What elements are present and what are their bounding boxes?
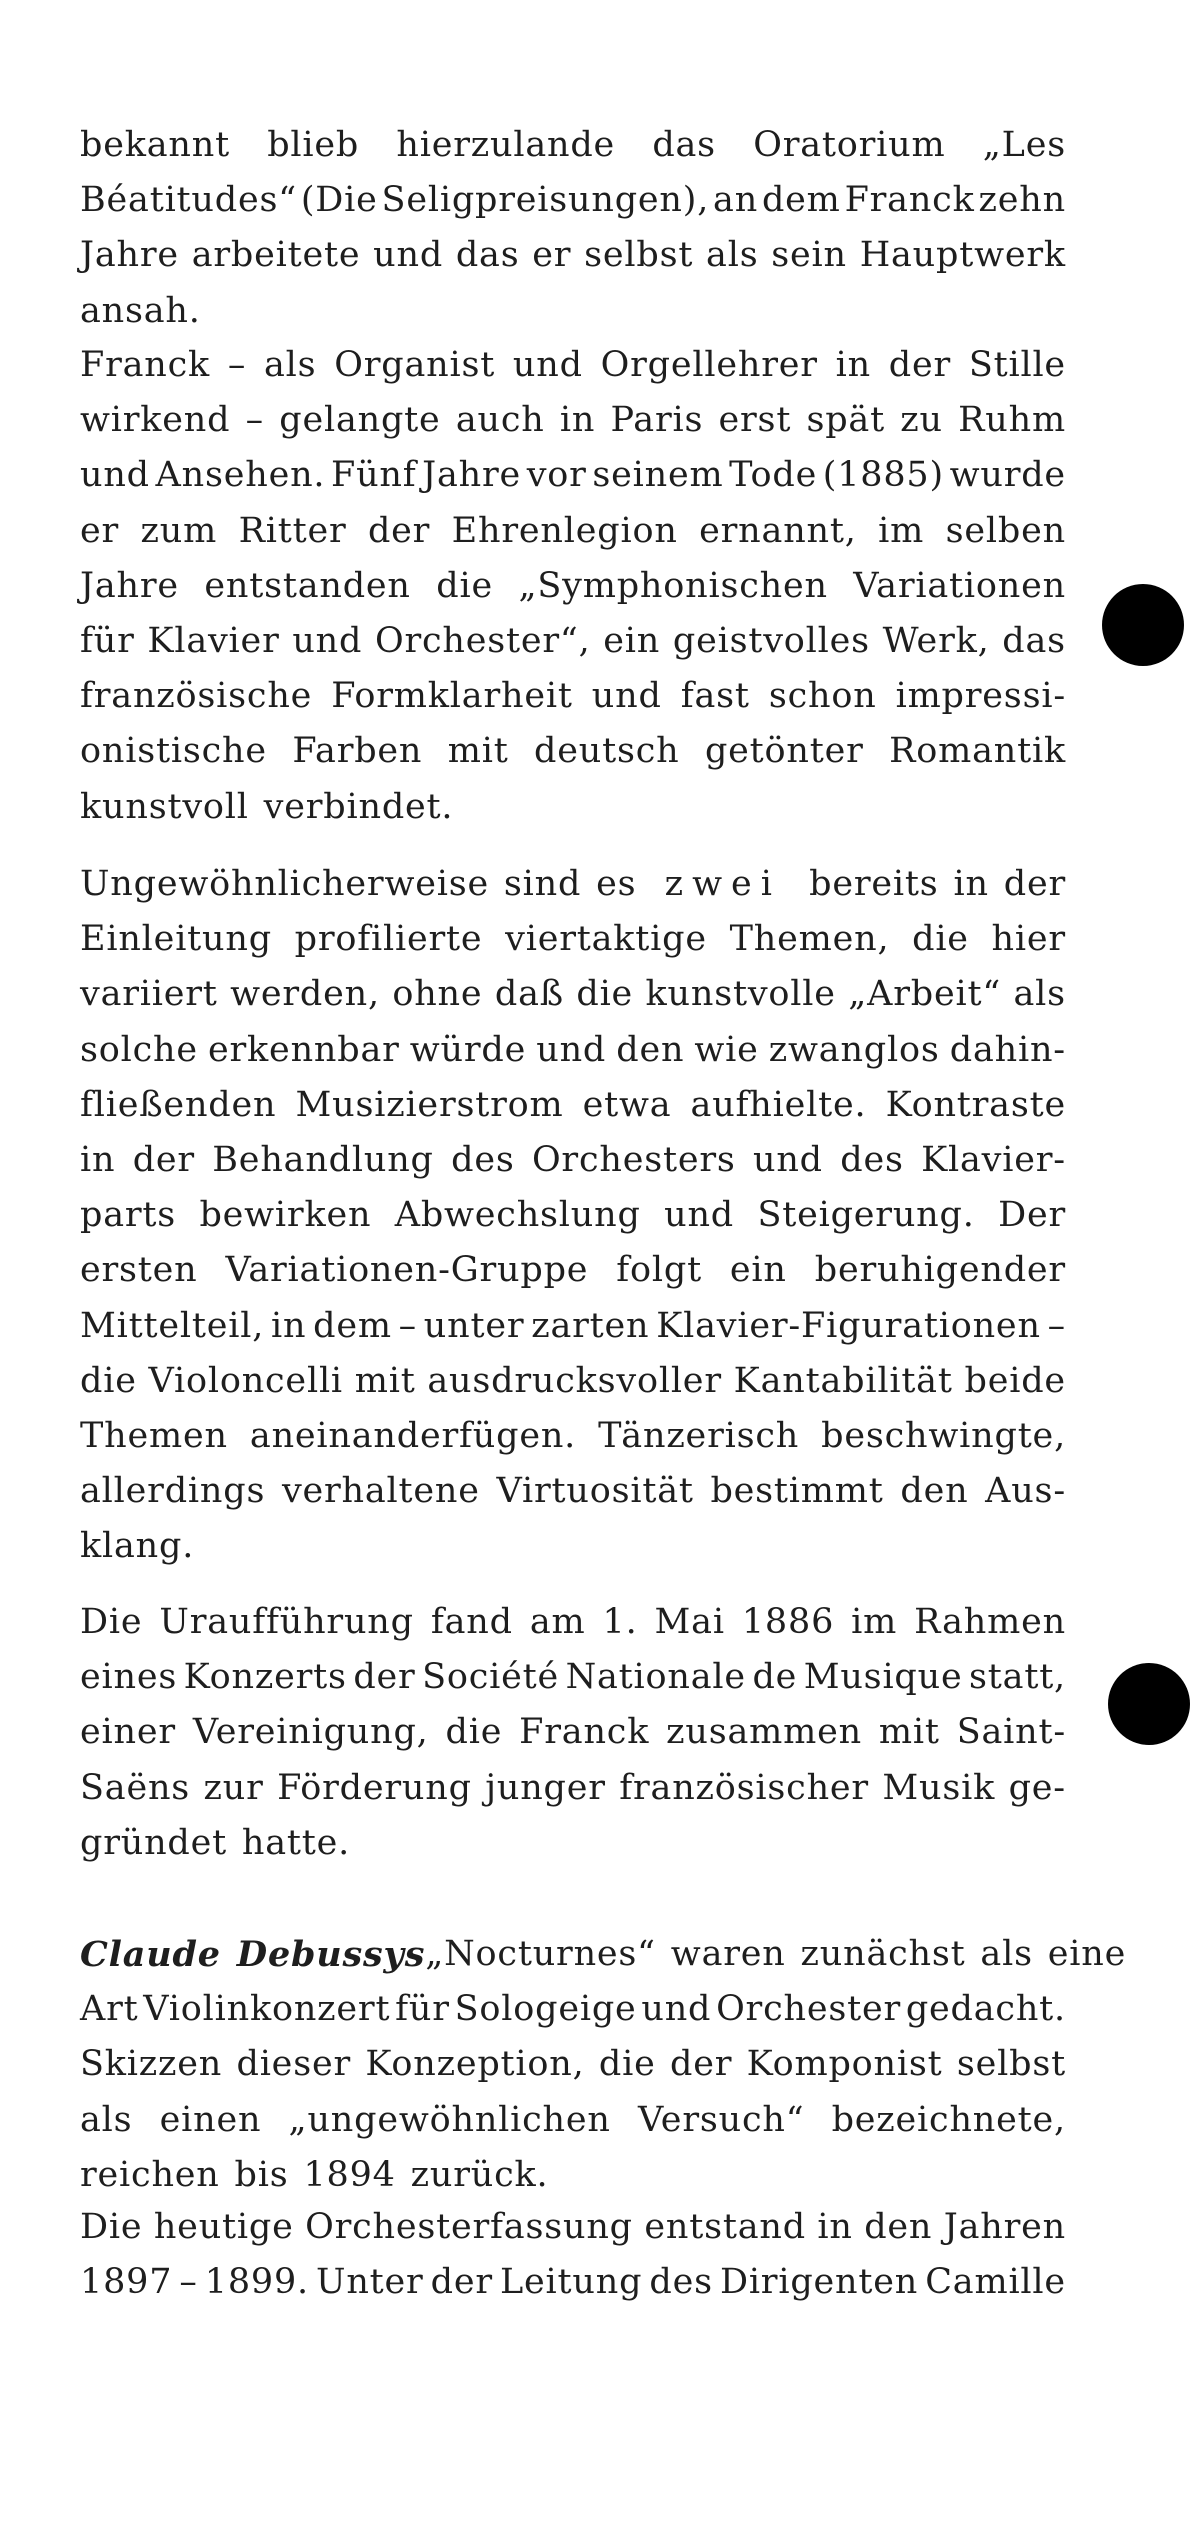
- word: der: [353, 1657, 416, 1698]
- text-line: [80, 669, 1066, 724]
- word: Orchester“,: [374, 620, 591, 661]
- word: Kantabilität: [733, 1360, 953, 1401]
- word: beide: [964, 1360, 1066, 1401]
- word: in: [835, 345, 871, 385]
- word: die: [436, 565, 493, 606]
- composer-name: Claude Debussys: [80, 1934, 426, 1975]
- text-line: [80, 1650, 1066, 1705]
- word: aufhielte.: [690, 1084, 867, 1125]
- word: dahin-: [949, 1029, 1066, 1070]
- word: ein: [603, 620, 661, 661]
- text-segment: „Nocturnes“ waren zunächst als eine: [425, 1934, 1127, 1974]
- word: sein: [771, 235, 847, 276]
- word: im: [851, 1602, 898, 1642]
- word: 1.: [602, 1602, 638, 1642]
- word: solche: [80, 1029, 198, 1070]
- word: ausdrucksvoller: [427, 1360, 722, 1401]
- word: Komponist: [746, 2044, 943, 2085]
- word: impressi-: [895, 676, 1066, 717]
- word: kunstvolle: [645, 974, 836, 1015]
- word: fast: [680, 676, 750, 717]
- word: Steigerung.: [757, 1195, 975, 1236]
- word: Dirigenten: [719, 2262, 919, 2303]
- word: Variationen: [853, 565, 1066, 606]
- text-line: [80, 724, 1066, 779]
- text-line: [80, 1299, 1066, 1354]
- text-line: [80, 1188, 1066, 1243]
- word: Unter: [316, 2262, 424, 2303]
- word: schon: [768, 676, 877, 717]
- word: parts: [80, 1195, 177, 1236]
- word: ge-: [1008, 1767, 1066, 1808]
- text-line: [80, 1354, 1066, 1409]
- word: der: [670, 2044, 733, 2085]
- word: Aus-: [985, 1471, 1066, 1512]
- word: dem: [313, 1305, 392, 1346]
- word: heutige: [153, 2207, 294, 2247]
- paragraph-oratorium: [80, 118, 1066, 339]
- word: allerdings: [80, 1471, 266, 1512]
- word: ersten: [80, 1250, 198, 1291]
- word: Oratorium: [753, 125, 946, 165]
- word: wirkend: [80, 400, 231, 441]
- word: Franck: [519, 1712, 650, 1753]
- text-line: [80, 504, 1066, 559]
- text-line: [80, 118, 1066, 173]
- word: wurde: [949, 455, 1066, 496]
- word: gedacht.: [905, 1989, 1066, 2030]
- word: verhaltene: [281, 1471, 480, 1512]
- word: Musizierstrom: [295, 1084, 564, 1125]
- word: in: [817, 2207, 853, 2247]
- word: getönter: [704, 731, 864, 772]
- word: –: [245, 400, 264, 441]
- word: Franck: [844, 180, 975, 221]
- text-line: [80, 559, 1066, 614]
- word: französischer: [619, 1767, 869, 1808]
- word: Formklarheit: [331, 676, 573, 717]
- word: „Arbeit“: [848, 974, 1002, 1015]
- word: und: [512, 345, 583, 385]
- word: Förderung: [277, 1767, 472, 1808]
- word: seinem: [592, 455, 724, 496]
- word: Sologeige: [454, 1989, 637, 2030]
- word: Behandlung: [212, 1139, 434, 1180]
- word: entstanden: [204, 565, 411, 606]
- word: Themen: [80, 1415, 228, 1456]
- word: Jahre: [80, 235, 179, 276]
- word: und: [641, 1989, 712, 2030]
- word: Tode: [729, 455, 818, 496]
- text-line: [80, 2037, 1066, 2092]
- word: fließenden: [80, 1084, 277, 1125]
- text-line: [80, 2093, 1066, 2148]
- word: 1899.: [204, 2262, 309, 2303]
- word: Franck: [80, 345, 211, 385]
- word: „Les: [982, 125, 1066, 165]
- word: 1886: [741, 1602, 835, 1642]
- word: im: [878, 510, 925, 551]
- word: Camille: [925, 2262, 1066, 2303]
- word: und: [591, 676, 662, 717]
- word: des: [451, 1139, 515, 1180]
- word: Vereinigung,: [192, 1712, 429, 1753]
- word: Rahmen: [914, 1602, 1066, 1642]
- word: das: [455, 235, 520, 276]
- text-line: kunstvoll verbindet.: [80, 786, 454, 827]
- text-line: klang.: [80, 1526, 195, 1567]
- word: (1885): [822, 455, 944, 496]
- text-line: [80, 912, 1066, 967]
- emphasis-spaced-word: zwei: [664, 864, 781, 904]
- word: der: [888, 345, 951, 385]
- word: Violoncelli: [148, 1360, 343, 1401]
- word: Ehrenlegion: [451, 510, 678, 551]
- text-line: [80, 1982, 1066, 2037]
- word: in: [559, 400, 596, 441]
- word: Die: [80, 1602, 143, 1642]
- word: Saint-: [956, 1712, 1066, 1753]
- word: –: [227, 345, 247, 385]
- word: bekannt: [80, 125, 230, 165]
- word: Musik: [882, 1767, 996, 1808]
- word: profilierte: [294, 919, 483, 960]
- word: den: [616, 1029, 685, 1070]
- word: junger: [485, 1767, 606, 1808]
- word: zusammen: [666, 1712, 862, 1753]
- word: Nationale: [565, 1657, 746, 1698]
- word: des: [840, 1139, 904, 1180]
- word: selbst: [956, 2044, 1066, 2085]
- word: unter: [423, 1305, 525, 1346]
- word: bestimmt: [710, 1471, 884, 1512]
- word: Kontraste: [885, 1084, 1066, 1125]
- word: Orchester: [716, 1989, 902, 2030]
- text-line: [80, 1464, 1066, 1519]
- text-line: [80, 1243, 1066, 1298]
- word: Uraufführung: [159, 1602, 414, 1642]
- text-segment: bereits in der: [809, 864, 1066, 904]
- word: und: [292, 620, 363, 661]
- word: erst: [718, 400, 792, 441]
- word: Die: [80, 2207, 143, 2247]
- word: blieb: [267, 125, 360, 165]
- word: als: [1013, 974, 1066, 1015]
- paragraph-premiere: [80, 1595, 1066, 1871]
- text-line: [80, 1133, 1066, 1188]
- word: „Symphonischen: [518, 565, 828, 606]
- word: wie: [694, 1029, 759, 1070]
- word: aneinanderfügen.: [249, 1415, 577, 1456]
- word: geistvolles: [672, 620, 870, 661]
- word: etwa: [582, 1084, 672, 1125]
- paragraph-franck-biography: [80, 338, 1066, 835]
- text-line: [80, 1927, 1127, 1982]
- word: Orgellehrer: [600, 345, 818, 385]
- word: Farben: [292, 731, 423, 772]
- word: Organist: [334, 345, 496, 385]
- text-line: reichen bis 1894 zurück.: [80, 2154, 549, 2195]
- word: vor: [526, 455, 587, 496]
- word: den: [864, 2207, 933, 2247]
- word: das: [1002, 620, 1066, 661]
- word: die: [80, 1360, 137, 1401]
- text-line: [80, 338, 1066, 393]
- word: Musique: [803, 1657, 963, 1698]
- word: viertaktige: [505, 919, 707, 960]
- word: fand: [430, 1602, 513, 1642]
- word: dieser: [236, 2044, 352, 2085]
- word: Werk,: [882, 620, 990, 661]
- word: würde: [409, 1029, 527, 1070]
- word: Ansehen.: [155, 455, 326, 496]
- text-line: [80, 614, 1066, 669]
- word: französische: [80, 676, 313, 717]
- text-line: [80, 1705, 1066, 1760]
- word: deutsch: [534, 731, 680, 772]
- word: als: [263, 345, 317, 385]
- word: hier: [991, 919, 1066, 960]
- word: bezeichnete,: [831, 2099, 1066, 2140]
- word: (Die: [300, 180, 378, 221]
- word: ein: [729, 1250, 787, 1291]
- word: zehn: [978, 180, 1066, 221]
- word: das: [652, 125, 716, 165]
- paragraph-variations-analysis: [80, 857, 1066, 1574]
- word: die: [598, 2044, 656, 2085]
- word: Mittelteil,: [80, 1305, 265, 1346]
- word: Themen,: [729, 919, 890, 960]
- word: des: [649, 2262, 713, 2303]
- word: selben: [945, 510, 1066, 551]
- word: der: [367, 510, 431, 551]
- text-line: [80, 1409, 1066, 1464]
- word: bewirken: [199, 1195, 372, 1236]
- word: Leitung: [500, 2262, 643, 2303]
- word: gelangte: [279, 400, 441, 441]
- text-line: [80, 1761, 1066, 1816]
- word: der: [132, 1139, 195, 1180]
- word: Saëns: [80, 1767, 191, 1808]
- word: „ungewöhnlichen: [288, 2099, 611, 2140]
- text-line: [80, 2200, 1066, 2255]
- word: Der: [998, 1195, 1066, 1236]
- word: Versuch“: [637, 2099, 805, 2140]
- text-line: ansah.: [80, 290, 201, 331]
- text-line: [80, 2255, 1066, 2310]
- text-line: [80, 1078, 1066, 1133]
- word: arbeitete: [191, 235, 361, 276]
- word: Tänzerisch: [598, 1415, 800, 1456]
- word: spät: [806, 400, 885, 441]
- word: Art: [80, 1989, 139, 2030]
- text-segment: Ungewöhnlicherweise sind es: [80, 864, 637, 904]
- paragraph-debussy-nocturnes: [80, 1927, 1127, 2203]
- word: werden,: [230, 974, 380, 1015]
- word: die: [576, 974, 634, 1015]
- word: mit: [354, 1360, 416, 1401]
- punch-hole-lower: [1108, 1663, 1190, 1745]
- word: Klavier-Figurationen: [656, 1305, 1041, 1346]
- word: selbst: [584, 235, 694, 276]
- word: Abwechslung: [394, 1195, 641, 1236]
- word: –: [398, 1305, 417, 1346]
- word: als: [80, 2099, 133, 2140]
- text-line: [80, 1023, 1066, 1078]
- word: Konzerts: [183, 1657, 347, 1698]
- punch-hole-upper: [1102, 584, 1184, 666]
- word: und: [80, 455, 150, 496]
- text-line: [80, 448, 1066, 503]
- word: Jahren: [943, 2207, 1066, 2247]
- text-line: [80, 967, 1066, 1022]
- word: auch: [455, 400, 545, 441]
- word: Virtuosität: [496, 1471, 694, 1512]
- word: Violinkonzert: [143, 1989, 391, 2030]
- text-line: [80, 173, 1066, 228]
- word: Paris: [610, 400, 704, 441]
- word: Klavier: [147, 620, 280, 661]
- word: in: [80, 1139, 116, 1180]
- word: Jahre: [80, 565, 179, 606]
- word: mit: [447, 731, 509, 772]
- word: und: [664, 1195, 735, 1236]
- word: Ritter: [238, 510, 347, 551]
- word: Orchesters: [531, 1139, 736, 1180]
- word: beschwingte,: [821, 1415, 1066, 1456]
- word: die: [445, 1712, 503, 1753]
- word: eines: [80, 1657, 178, 1698]
- word: beruhigender: [814, 1250, 1066, 1291]
- word: hierzulande: [396, 125, 616, 165]
- word: mit: [878, 1712, 940, 1753]
- word: Seligpreisungen),: [381, 180, 710, 221]
- word: –: [1047, 1305, 1066, 1346]
- word: zu: [900, 400, 943, 441]
- word: und: [373, 235, 444, 276]
- word: die: [912, 919, 969, 960]
- word: der: [430, 2262, 493, 2303]
- word: daß: [494, 974, 564, 1015]
- word: zum: [140, 510, 218, 551]
- word: Fünf: [331, 455, 417, 496]
- word: Mai: [654, 1602, 725, 1642]
- word: Klavier-: [921, 1139, 1066, 1180]
- word: Hauptwerk: [859, 235, 1066, 276]
- word: in: [270, 1305, 307, 1346]
- word: Stille: [968, 345, 1066, 385]
- word: variiert: [80, 974, 218, 1015]
- word: zur: [203, 1767, 264, 1808]
- word: zwanglos: [768, 1029, 940, 1070]
- word: er: [80, 510, 120, 551]
- word: zarten: [531, 1305, 650, 1346]
- word: Einleitung: [80, 919, 272, 960]
- word: und: [536, 1029, 607, 1070]
- word: entstand: [644, 2207, 806, 2247]
- word: an: [713, 180, 759, 221]
- text-line: [80, 393, 1066, 448]
- word: er: [532, 235, 572, 276]
- word: Variationen-Gruppe: [225, 1250, 589, 1291]
- word: statt,: [969, 1657, 1066, 1698]
- text-line: [80, 228, 1066, 283]
- word: ohne: [392, 974, 483, 1015]
- text-line: [80, 857, 1066, 912]
- word: Skizzen: [80, 2044, 223, 2085]
- text-line: gründet hatte.: [80, 1822, 351, 1863]
- word: –: [179, 2262, 198, 2303]
- word: Romantik: [889, 731, 1066, 772]
- word: Ruhm: [958, 400, 1066, 441]
- word: Orchesterfassung: [305, 2207, 633, 2247]
- word: einer: [80, 1712, 176, 1753]
- paragraph-orchestral-version: [80, 2200, 1066, 2310]
- word: als: [706, 235, 759, 276]
- word: onistische: [80, 731, 267, 772]
- word: am: [529, 1602, 586, 1642]
- word: Société: [422, 1657, 560, 1698]
- word: ernannt,: [699, 510, 857, 551]
- word: Béatitudes“: [80, 180, 297, 221]
- word: für: [80, 620, 135, 661]
- word: Konzeption,: [365, 2044, 585, 2085]
- word: 1897: [80, 2262, 173, 2303]
- word: den: [900, 1471, 969, 1512]
- word: folgt: [616, 1250, 702, 1291]
- word: Jahre: [422, 455, 522, 496]
- word: erkennbar: [208, 1029, 400, 1070]
- word: und: [753, 1139, 823, 1180]
- text-line: [80, 1595, 1066, 1650]
- word: de: [752, 1657, 798, 1698]
- word: für: [395, 1989, 450, 2030]
- word: dem: [761, 180, 841, 221]
- word: einen: [159, 2099, 262, 2140]
